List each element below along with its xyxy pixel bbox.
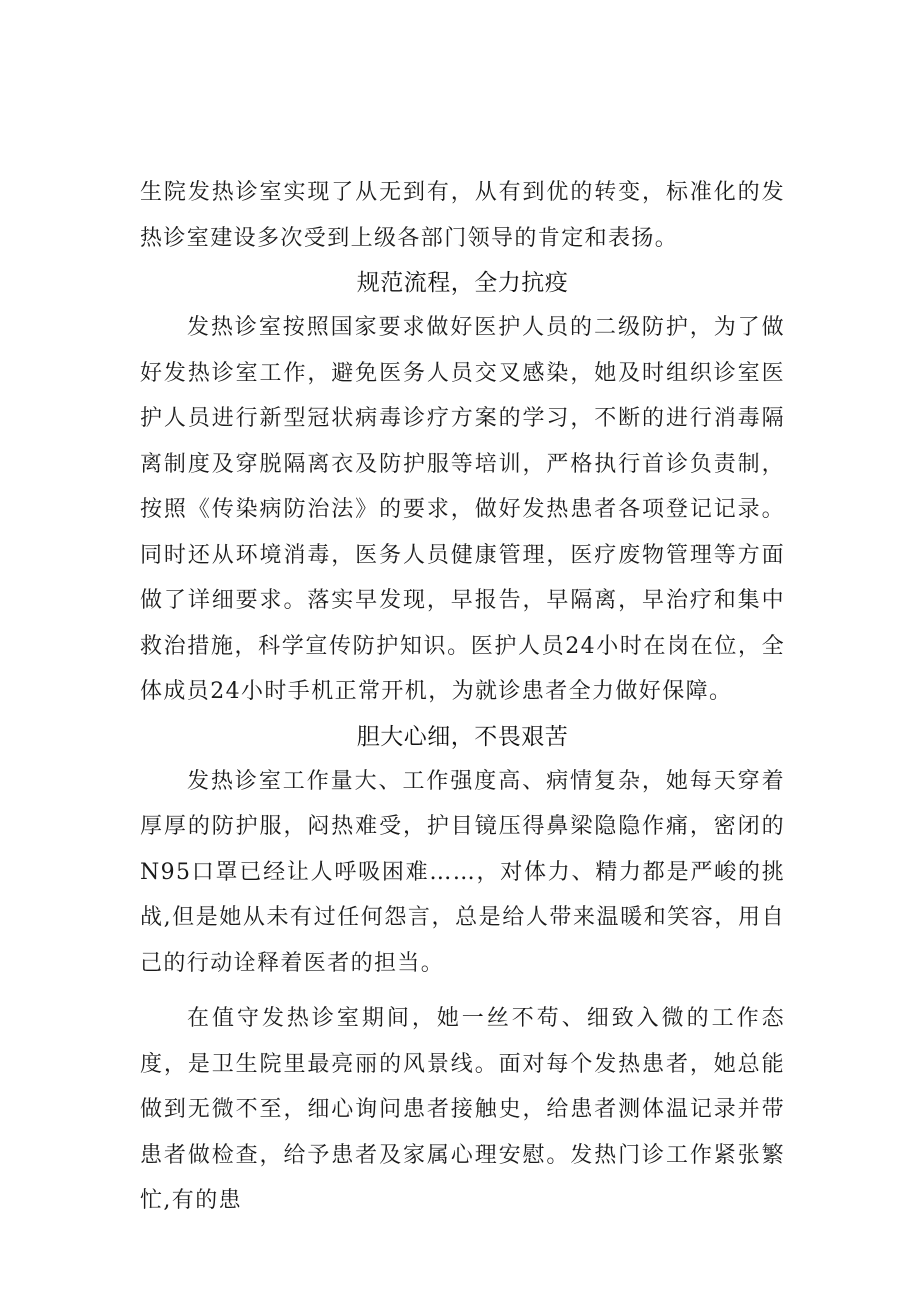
document-body	[140, 170, 785, 1224]
paragraph-meticulous-attitude: 在值守发热诊室期间，她一丝不苟、细致入微的工作态度，是卫生院里最亮丽的风景线。面对每个发热患者，她总能做到无微不至，细心询问患者接触史，给患者测体温记录并带患者做检查，给予患者及家属心理安慰。发热门诊工作紧张繁忙,有的患	[140, 1006, 785, 1213]
paragraph-intro-continuation: 生院发热诊室实现了从无到有，从有到优的转变，标准化的发热诊室建设多次受到上级各部门领导的肯定和表扬。	[140, 180, 785, 251]
section-heading-standardize-process: 规范流程，全力抗疫	[356, 270, 569, 296]
section-heading-brave-careful: 胆大心细，不畏艰苦	[356, 723, 569, 750]
paragraph-protection-measures: 发热诊室按照国家要求做好医护人员的二级防护，为了做好发热诊室工作，避免医务人员交叉感染，她及时组织诊室医护人员进行新型冠状病毒诊疗方案的学习，不断的进行消毒隔离制度及穿脱隔离衣及防护服等培训，严格执行首诊负责制，按照《传染病防治法》的要求，做好发热患者各项登记记录。同时还从环境消毒，医务人员健康管理，医疗废物管理等方面做了详细要求。落实早发现，早报告，早隔离，早治疗和集中救治措施，科学宣传防护知识。医护人员24小时在岗在位，全体成员24小时手机正常开机，为就诊患者全力做好保障。	[140, 315, 785, 704]
paragraph-spacer	[140, 986, 785, 996]
paragraph-hard-work: 发热诊室工作量大、工作强度高、病情复杂，她每天穿着厚厚的防护服，闷热难受，护目镜压得鼻梁隐隐作痛，密闭的N95口罩已经让人呼吸困难……，对体力、精力都是严峻的挑战,但是她从未有过任何怨言，总是给人带来温暖和笑容，用自己的行动诠释着医者的担当。	[140, 768, 785, 976]
